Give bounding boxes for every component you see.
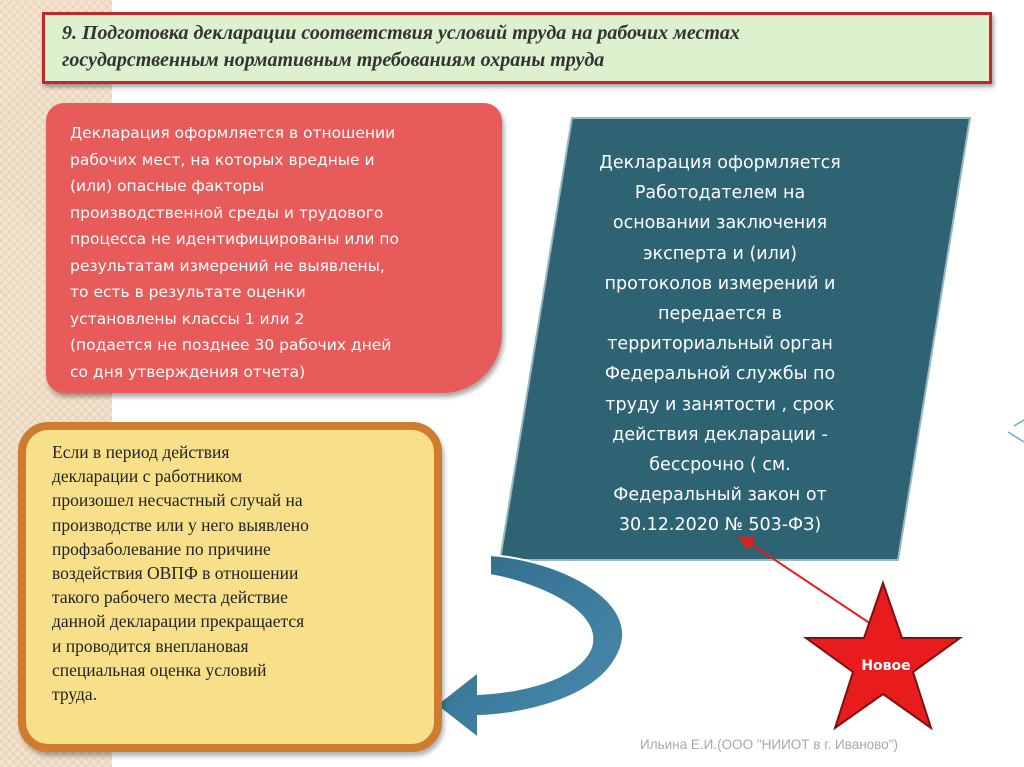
star-label: Новое	[861, 658, 911, 674]
slide-title: 9. Подготовка декларации соответствия условий труда на рабочих местах государственным нормативным требованиям охраны труда	[62, 22, 740, 71]
red-box-text: Декларация оформляется в отношении рабочих мест, на которых вредные и (или) опасные факторы производственной среды и трудового процесса не идентифицированы или по результатам измерений не выявлены, то есть в результате оценки установлены классы 1 или 2 (подается не позднее 30 рабочих дней со дня утверждения отчета)	[70, 124, 399, 381]
star-shape	[806, 583, 960, 728]
yellow-box-text: Если в период действия декларации с работником произошел несчастный случай на производстве или у него выявлено профзаболевание по причине воздействия ОВПФ в отношении такого рабочего места действие данной декларации прекращается и проводится внеплановая специальная оценка условий труда.	[52, 442, 309, 705]
footer-author: Ильина Е.И.(ООО "НИИОТ в г. Иваново")	[640, 737, 898, 752]
curved-arrow	[436, 555, 623, 738]
teal-box-text: Декларация оформляется Работодателем на основании заключения эксперта и (или) протоколов измерений и передается в территориальный орган Федеральной службы по труду и занятости , срок действия декларации - бессрочно ( см. Федеральный закон от 30.12.2020 № 503-ФЗ)	[599, 153, 841, 536]
decorative-line	[1008, 432, 1024, 442]
decorative-line	[1014, 420, 1024, 426]
